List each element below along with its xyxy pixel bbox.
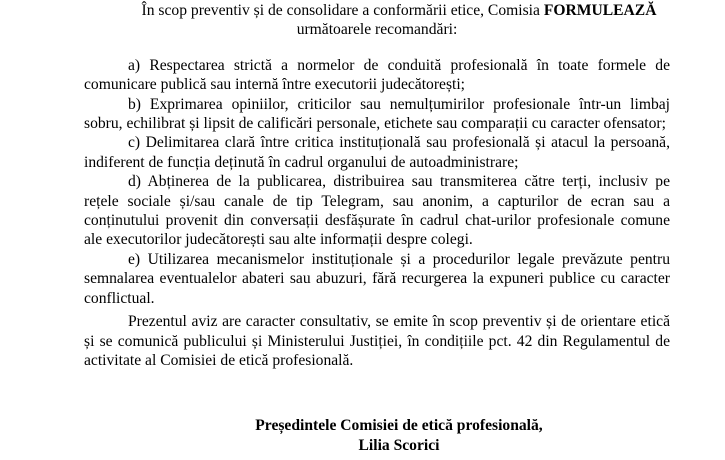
recommendation-item-d bbox=[84, 172, 670, 250]
recommendation-label: e) bbox=[128, 250, 141, 268]
recommendation-item-b bbox=[84, 95, 670, 134]
document-page bbox=[84, 0, 670, 455]
recommendation-label: c) bbox=[128, 134, 141, 152]
heading-line2-text: următoarele recomandări: bbox=[296, 21, 458, 39]
recommendation-text: Respectarea strictă a normelor de conduită profesională în toate formele de comunicare publică sau internă între executorii judecătorești; bbox=[84, 56, 671, 94]
recommendation-item-a bbox=[84, 56, 670, 95]
recommendation-item-c bbox=[84, 133, 670, 172]
signature-name: Lilia Scorici bbox=[358, 436, 440, 454]
heading-line1-text: În scop preventiv și de consolidare a conformării etice, Comisia bbox=[141, 2, 540, 19]
recommendation-item-e bbox=[84, 250, 670, 308]
document-heading bbox=[84, 1, 670, 40]
recommendation-text: Abținerea de la publicarea, distribuirea sau transmiterea către terți, inclusiv pe rețele sociale și/sau canale de tip Telegram, sau anonim, a capturilor de ecran sau a conținutului provenit din conversații desfășurate în cadrul chat-urilor profesionale comune ale executorilor judecătorești sau alte informații despre colegi. bbox=[84, 173, 670, 249]
signature-block bbox=[84, 416, 670, 455]
heading-emphasis: FORMULEAZĂ bbox=[543, 2, 657, 19]
closing-paragraph: Prezentul aviz are caracter consultativ, se emite în scop preventiv și de orientare etică și se comunică publicului și Ministerului Justiției, în condițiile pct. 42 din Regulamentul de activitate al Comisiei de etică profesională. bbox=[84, 313, 670, 369]
recommendation-label: d) bbox=[128, 173, 141, 191]
recommendation-label: a) bbox=[128, 56, 141, 74]
recommendation-text: Delimitarea clară între critica instituțională sau profesională și atacul la persoană, indiferent de funcția deținută în cadrul organului de autoadministrare; bbox=[84, 134, 670, 171]
recommendation-text: Exprimarea opiniilor, criticilor sau nemulțumirilor profesionale într-un limbaj sobru, echilibrat și lipsit de calificări personale, etichete sau comparații cu caracter ofensator; bbox=[84, 95, 670, 133]
signature-role: Președintele Comisiei de etică profesională, bbox=[255, 417, 543, 435]
recommendation-text: Utilizarea mecanismelor instituționale și a procedurilor legale prevăzute pentru semnalarea eventualelor abateri sau abuzuri, fără recurgerea la expuneri publice cu caracter conflictual. bbox=[84, 250, 670, 307]
recommendations-list bbox=[84, 56, 670, 308]
recommendation-label: b) bbox=[128, 95, 141, 113]
